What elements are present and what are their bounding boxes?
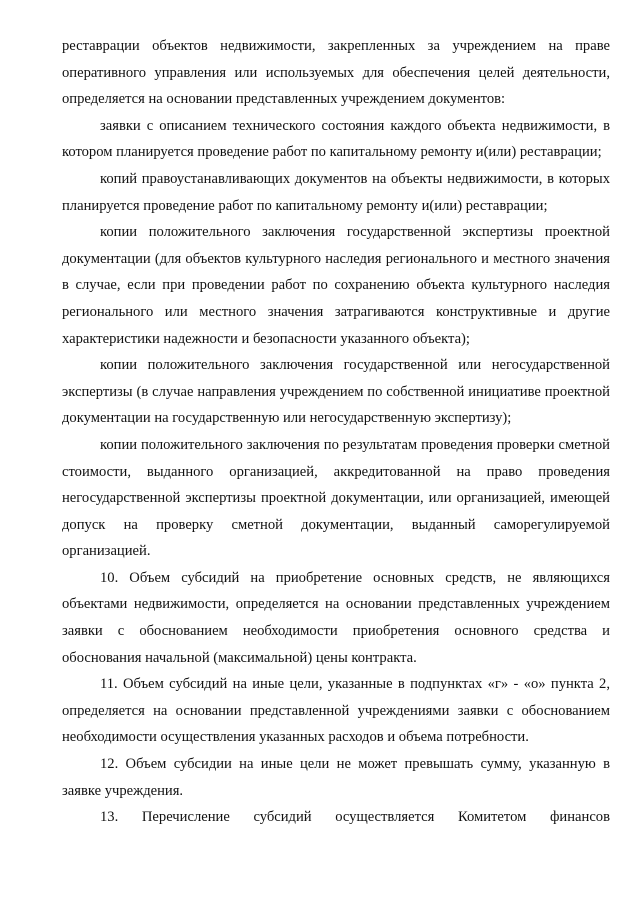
paragraph-state-expertise: копии положительного заключения государственной экспертизы проектной документации (для объектов культурного наследия регионального и местного значения в случае, если при проведении работ по сохранению объекта культурного наследия регионального или местного значения затрагиваются конструктивные и другие характеристики надежности и безопасности указанного объекта); — [62, 224, 610, 347]
paragraph-item-13: 13. Перечисление субсидий осуществляется Комитетом финансов — [100, 809, 610, 826]
paragraph-title-documents: копий правоустанавливающих документов на объекты недвижимости, в которых планируется проведение работ по капитальному ремонту и(или) реставрации; — [62, 170, 610, 214]
document-page — [62, 33, 610, 831]
paragraph-item-11: 11. Объем субсидий на иные цели, указанные в подпунктах «г» - «о» пункта 2, определяется на основании представленной учреждениями заявки с обоснованием необходимости осуществления указанных расходов и объема потребности. — [62, 676, 610, 746]
paragraph-item-10: 10. Объем субсидий на приобретение основных средств, не являющихся объектами недвижимости, определяется на основании представленных учреждением заявки с обоснованием необходимости приобретения основного средства и обоснования начальной (максимальной) цены контракта. — [62, 569, 610, 666]
paragraph-estimate-verification: копии положительного заключения по результатам проведения проверки сметной стоимости, выданного организацией, аккредитованной на право проведения негосударственной экспертизы проектной документации, или организацией, имеющей допуск на проверку сметной документации, выданный саморегулируемой организацией. — [62, 436, 610, 560]
paragraph-continuation: реставрации объектов недвижимости, закрепленных за учреждением на праве оперативного управления или используемых для обеспечения целей деятельности, определяется на основании представленных учреждением документов: — [62, 38, 610, 108]
paragraph-nonstate-expertise: копии положительного заключения государственной или негосударственной экспертизы (в случае направления учреждением по собственной инициативе проектной документации на государственную или негосударственную экспертизу); — [62, 357, 610, 427]
paragraph-application-request: заявки с описанием технического состояния каждого объекта недвижимости, в котором планируется проведение работ по капитальному ремонту и(или) реставрации; — [62, 117, 610, 161]
paragraph-item-12: 12. Объем субсидии на иные цели не может превышать сумму, указанную в заявке учреждения. — [62, 756, 610, 799]
